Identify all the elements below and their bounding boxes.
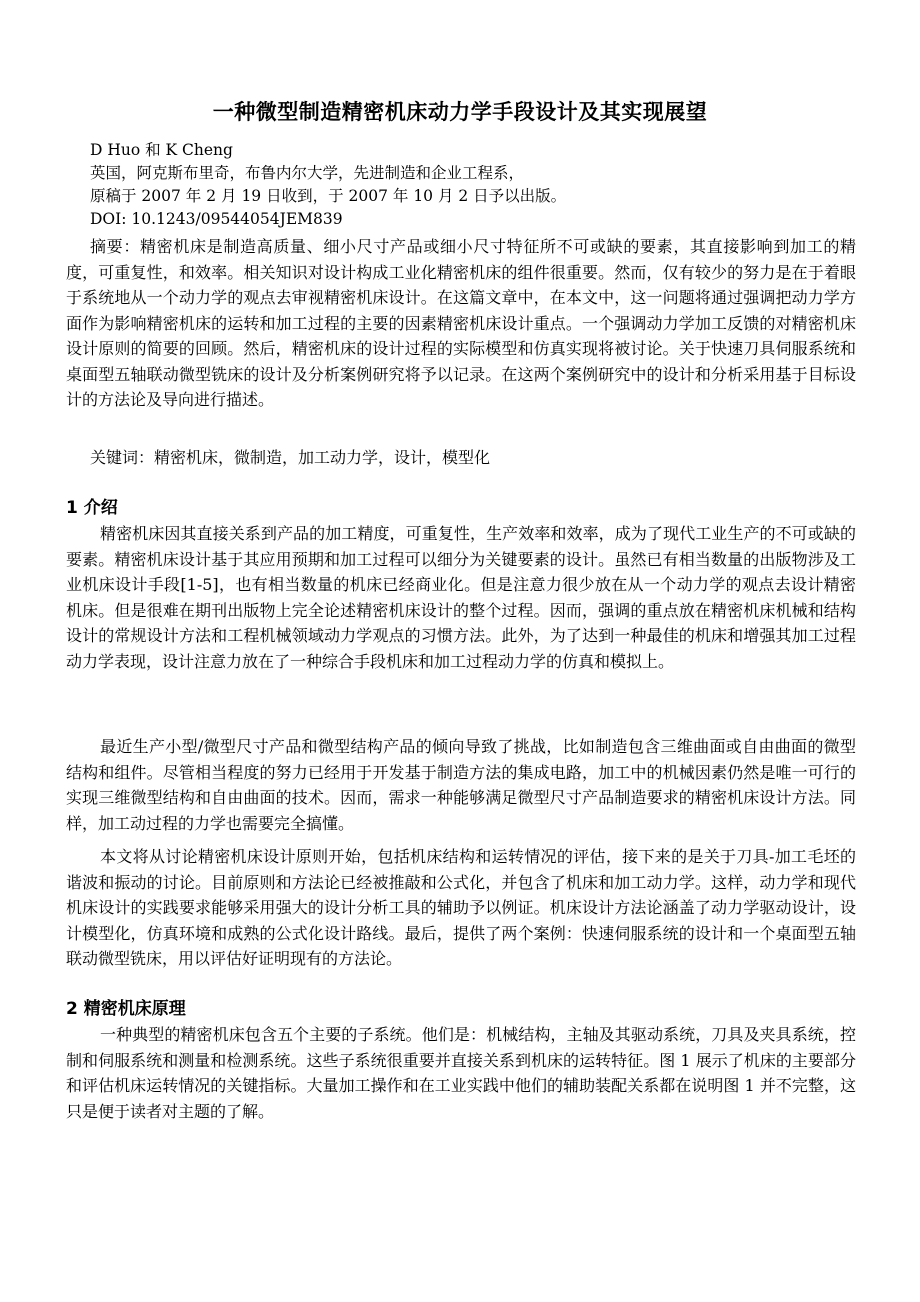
authors: D Huo 和 K Cheng: [90, 141, 233, 159]
section-heading-introduction: 1 介绍: [66, 498, 118, 518]
keywords: 关键词：精密机床，微制造，加工动力学，设计，模型化: [90, 448, 491, 467]
received-date: 原稿于 2007 年 2 月 19 日收到，于 2007 年 10 月 2 日予以出版。: [90, 187, 567, 205]
doi: DOI: 10.1243/09544054JEM839: [90, 210, 343, 228]
paper-title: 一种微型制造精密机床动力学手段设计及其实现展望: [212, 100, 708, 124]
intro-paragraph-2: 最近生产小型/微型尺寸产品和微型结构产品的倾向导致了挑战，比如制造包含三维曲面或自由曲面的微型结构和组件。尽管相当程度的努力已经用于开发基于制造方法的集成电路，加工中的机械因素仍然是唯一可行的实现三维微型结构和自由曲面的技术。因而，需求一种能够满足微型尺寸产品制造要求的精密机床设计方法。同样，加工动过程的力学也需要完全搞懂。: [66, 737, 856, 833]
intro-paragraph-3: 本文将从讨论精密机床设计原则开始，包括机床结构和运转情况的评估，接下来的是关于刀具-加工毛坯的谐波和振动的讨论。目前原则和方法论已经被推敲和公式化，并包含了机床和加工动力学。这样，动力学和现代机床设计的实践要求能够采用强大的设计分析工具的辅助予以例证。机床设计方法论涵盖了动力学驱动设计，设计模型化，仿真环境和成熟的公式化设计路线。最后，提供了两个案例：快速伺服系统的设计和一个桌面型五轴联动微型铣床，用以评估好证明现有的方法论。: [66, 847, 856, 968]
affiliation: 英国，阿克斯布里奇，布鲁内尔大学，先进制造和企业工程系，: [90, 164, 525, 182]
principles-paragraph-1: 一种典型的精密机床包含五个主要的子系统。他们是：机械结构，主轴及其驱动系统，刀具及夹具系统，控制和伺服系统和测量和检测系统。这些子系统很重要并直接关系到机床的运转特征。图 1 展示了机床的主要部分和评估机床运转情况的关键指标。大量加工操作和在工业实践中他们的辅助装配关系都在说明图 1 并不完整，这只是便于读者对主题的了解。: [66, 1025, 856, 1121]
section-heading-principles: 2 精密机床原理: [66, 999, 186, 1019]
abstract: 摘要：精密机床是制造高质量、细小尺寸产品或细小尺寸特征所不可或缺的要素，其直接影响到加工的精度，可重复性，和效率。相关知识对设计构成工业化精密机床的组件很重要。然而，仅有较少的努力是在于着眼于系统地从一个动力学的观点去审视精密机床设计。在这篇文章中，在本文中，这一问题将通过强调把动力学方面作为影响精密机床的运转和加工过程的主要的因素精密机床设计重点。一个强调动力学加工反馈的对精密机床设计原则的简要的回顾。然后，精密机床的设计过程的实际模型和仿真实现将被讨论。关于快速刀具伺服系统和桌面型五轴联动微型铣床的设计及分析案例研究将予以记录。在这两个案例研究中的设计和分析采用基于目标设计的方法论及导向进行描述。: [66, 237, 856, 409]
intro-paragraph-1: 精密机床因其直接关系到产品的加工精度，可重复性，生产效率和效率，成为了现代工业生产的不可或缺的要素。精密机床设计基于其应用预期和加工过程可以细分为关键要素的设计。虽然已有相当数量的出版物涉及工业机床设计手段[1-5]，也有相当数量的机床已经商业化。但是注意力很少放在从一个动力学的观点去设计精密机床。但是很难在期刊出版物上完全论述精密机床设计的整个过程。因而，强调的重点放在精密机床机械和结构设计的常规设计方法和工程机械领域动力学观点的习惯方法。此外，为了达到一种最佳的机床和增强其加工过程动力学表现，设计注意力放在了一种综合手段机床和加工过程动力学的仿真和模拟上。: [66, 524, 856, 671]
